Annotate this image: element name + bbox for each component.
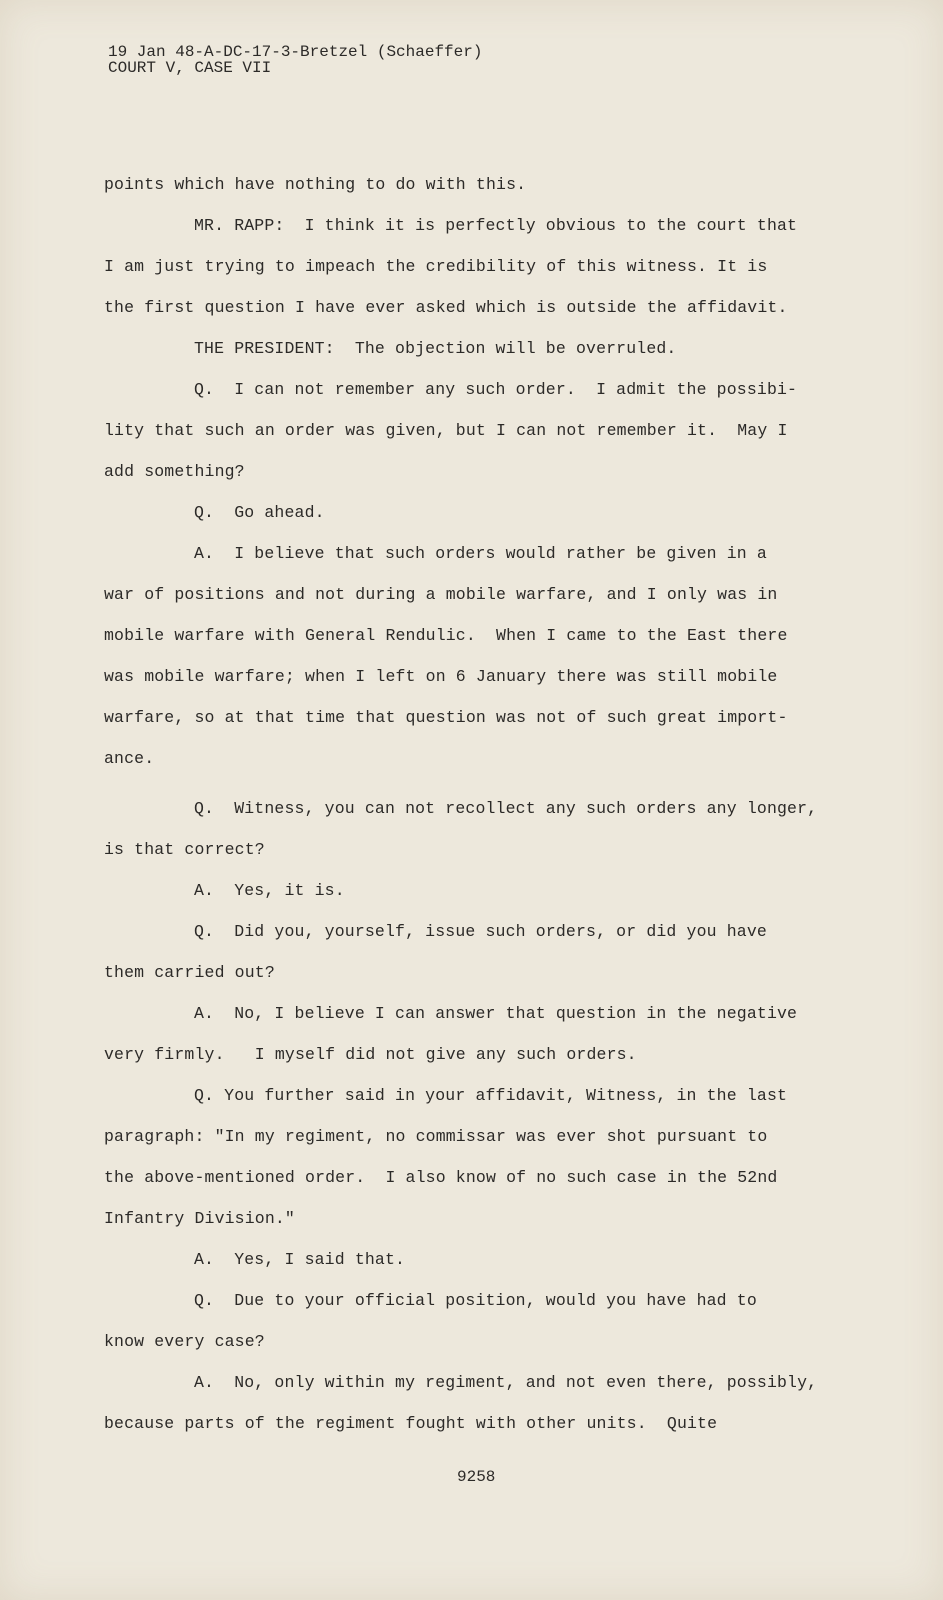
transcript-line: Infantry Division." <box>104 1209 295 1228</box>
page-number: 9258 <box>457 1468 496 1486</box>
header-case-reference: 19 Jan 48-A-DC-17-3-Bretzel (Schaeffer) <box>108 43 483 61</box>
document-header <box>108 44 482 76</box>
transcript-line: know every case? <box>104 1332 265 1351</box>
transcript-line: Q. I can not remember any such order. I admit the possibi- <box>194 380 798 399</box>
transcript-line: them carried out? <box>104 963 275 982</box>
transcript-line: lity that such an order was given, but I can not remember it. May I <box>104 421 788 440</box>
transcript-line: A. Yes, I said that. <box>194 1250 406 1269</box>
transcript-line: Q. Witness, you can not recollect any such orders any longer, <box>194 799 818 818</box>
transcript-line: was mobile warfare; when I left on 6 January there was still mobile <box>104 667 778 686</box>
transcript-line: warfare, so at that time that question was not of such great import- <box>104 708 788 727</box>
transcript-line: very firmly. I myself did not give any such orders. <box>104 1045 637 1064</box>
transcript-line: the first question I have ever asked which is outside the affidavit. <box>104 298 788 317</box>
transcript-line: is that correct? <box>104 840 265 859</box>
transcript-body <box>104 164 844 1444</box>
transcript-line: ance. <box>104 749 155 768</box>
transcript-line: A. No, I believe I can answer that question in the negative <box>194 1004 798 1023</box>
transcript-line: Q. Go ahead. <box>194 503 325 522</box>
transcript-line: paragraph: "In my regiment, no commissar was ever shot pursuant to <box>104 1127 768 1146</box>
transcript-line: A. No, only within my regiment, and not even there, possibly, <box>194 1373 818 1392</box>
transcript-line: Q. You further said in your affidavit, Witness, in the last <box>194 1086 788 1105</box>
transcript-line: THE PRESIDENT: The objection will be overruled. <box>194 339 677 358</box>
transcript-line: A. Yes, it is. <box>194 881 345 900</box>
transcript-line: Q. Due to your official position, would you have had to <box>194 1291 757 1310</box>
transcript-line: Q. Did you, yourself, issue such orders, or did you have <box>194 922 767 941</box>
transcript-line: points which have nothing to do with this. <box>104 175 527 194</box>
transcript-line: add something? <box>104 462 245 481</box>
header-court-case: COURT V, CASE VII <box>108 59 272 77</box>
transcript-line: MR. RAPP: I think it is perfectly obvious to the court that <box>194 216 798 235</box>
transcript-line: war of positions and not during a mobile warfare, and I only was in <box>104 585 778 604</box>
transcript-line: A. I believe that such orders would rather be given in a <box>194 544 767 563</box>
transcript-line: mobile warfare with General Rendulic. When I came to the East there <box>104 626 788 645</box>
transcript-line: I am just trying to impeach the credibility of this witness. It is <box>104 257 768 276</box>
transcript-line: because parts of the regiment fought with other units. Quite <box>104 1414 718 1433</box>
transcript-line: the above-mentioned order. I also know of no such case in the 52nd <box>104 1168 778 1187</box>
